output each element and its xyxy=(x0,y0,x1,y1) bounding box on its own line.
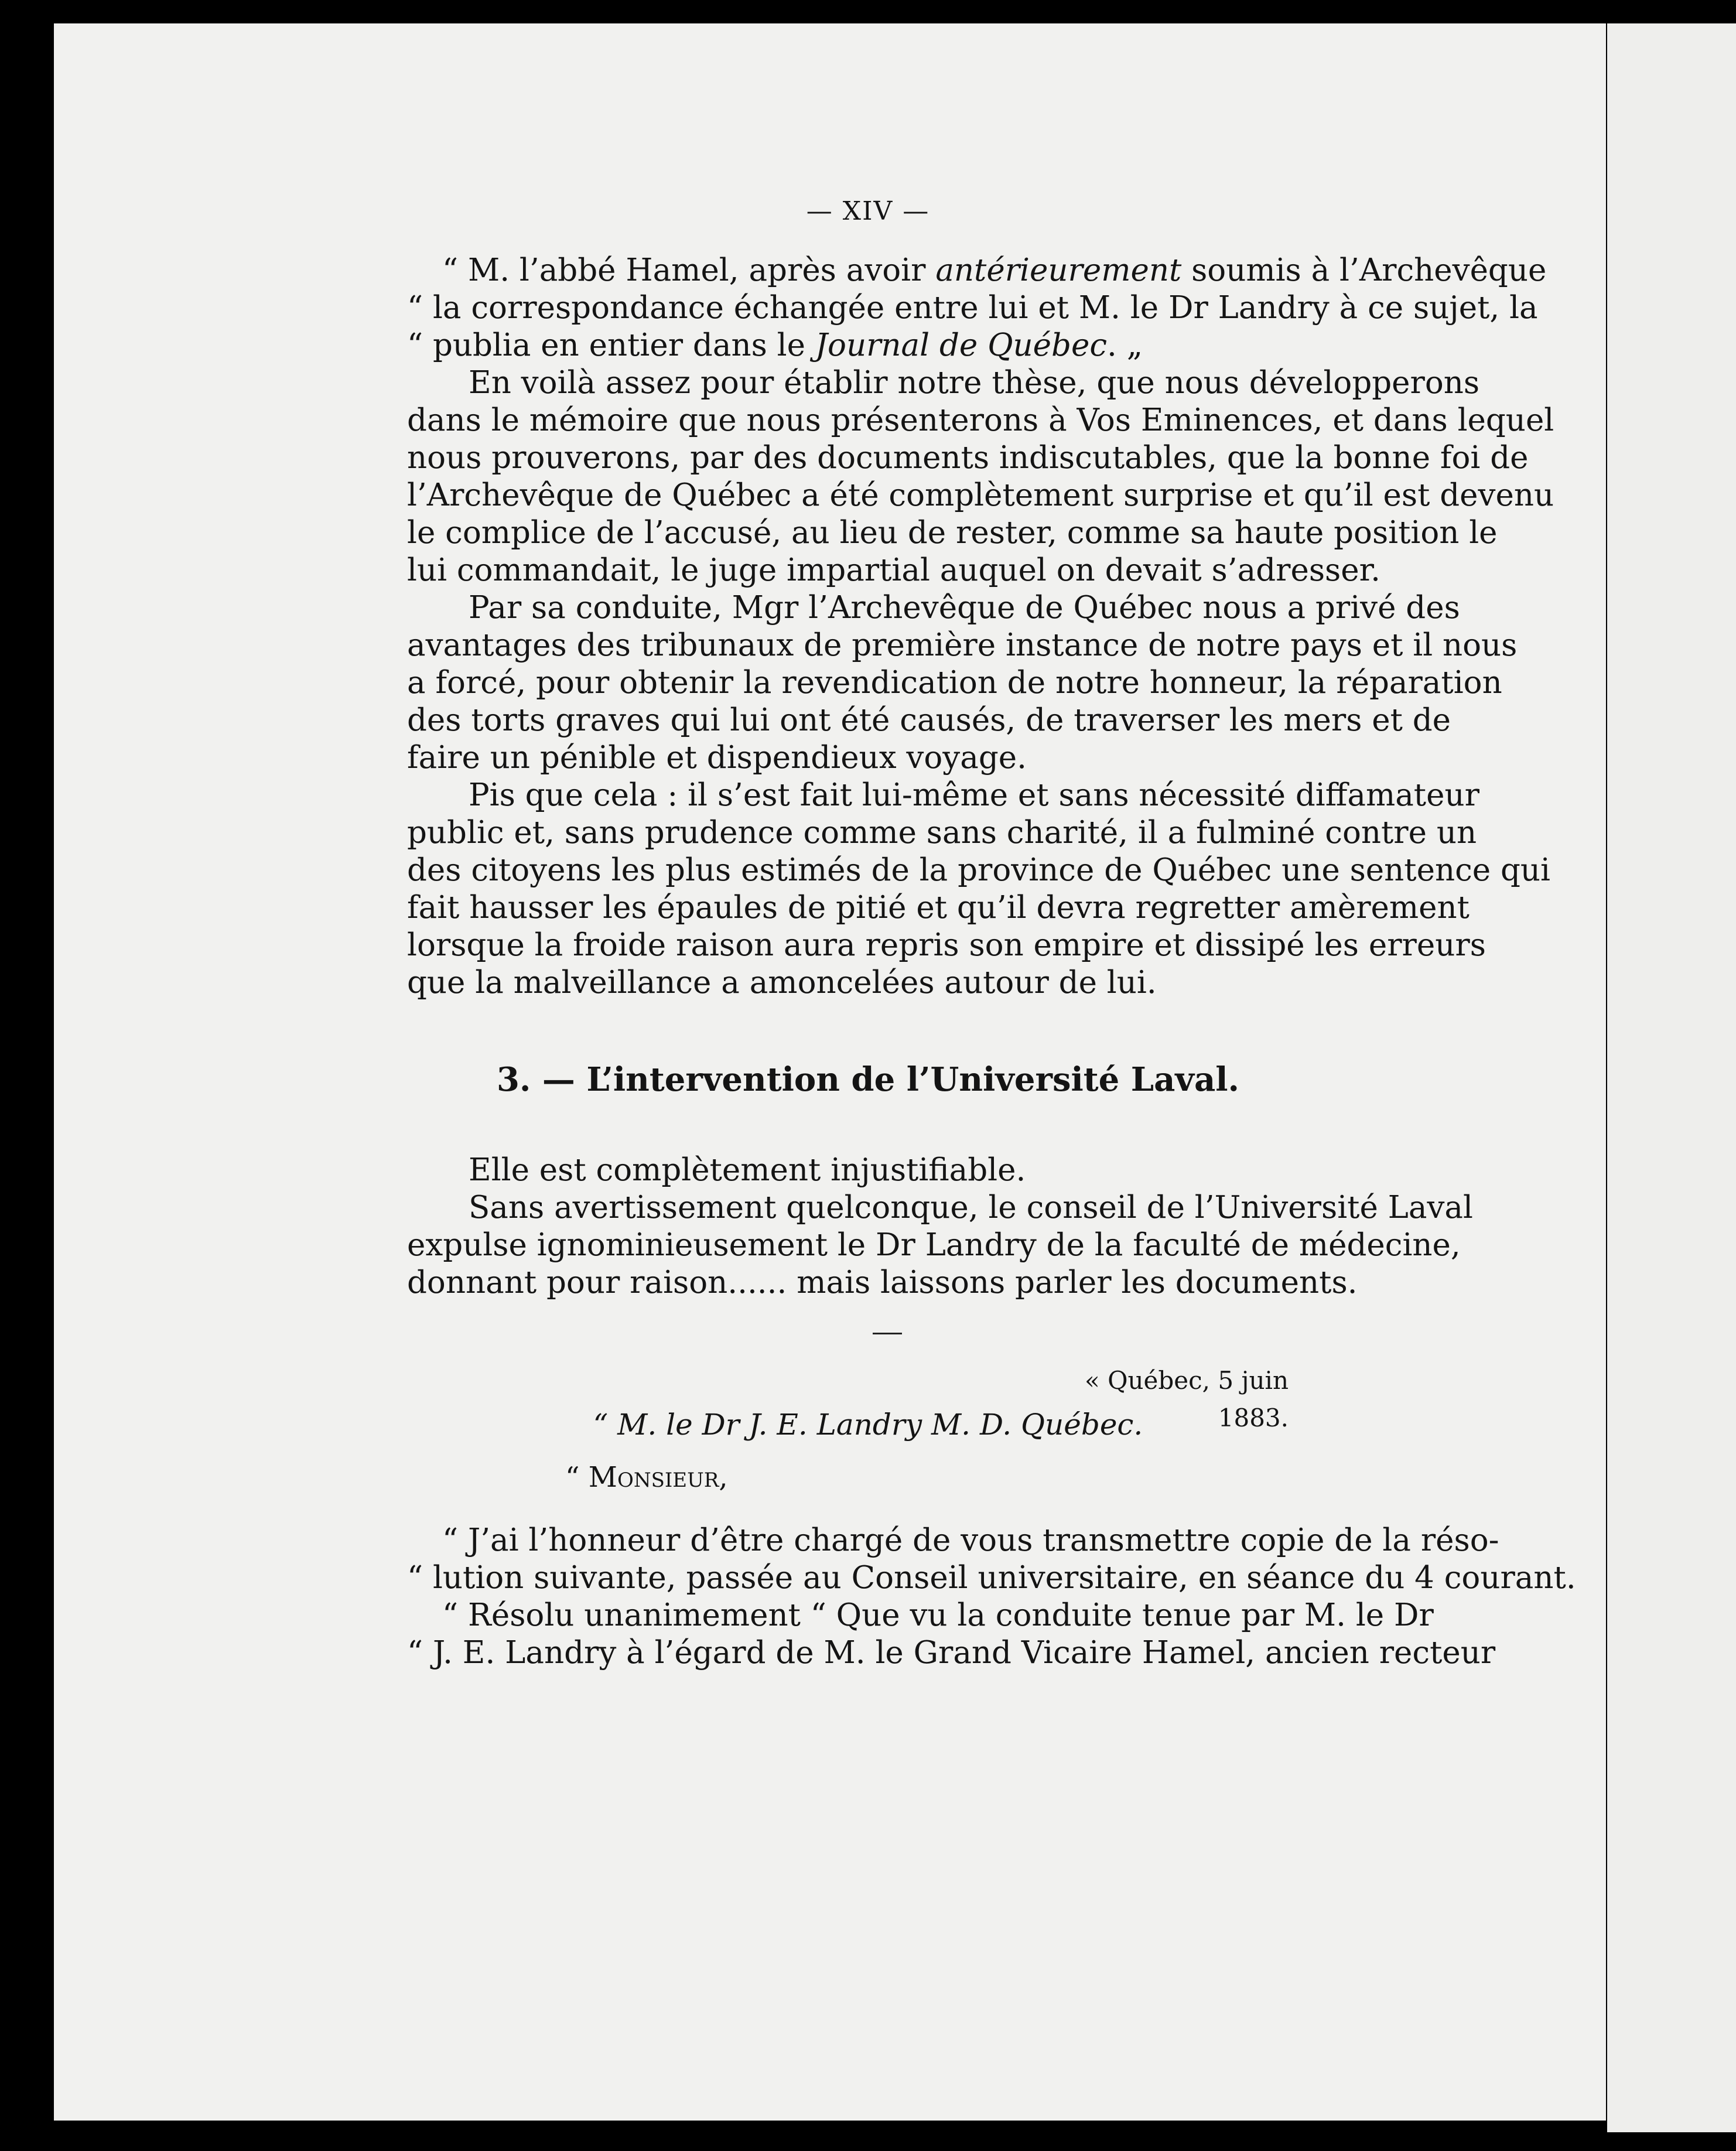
text-line: lui commandait, le juge impartial auquel on devait s’adresser. xyxy=(407,552,1380,588)
paragraph-injustifiable xyxy=(407,1152,1371,1189)
text-line: “ Résolu unanimement “ Que vu la conduite tenue par M. le Dr xyxy=(442,1597,1434,1633)
text-line: expulse ignominieusement le Dr Landry de la faculté de médecine, xyxy=(407,1227,1461,1263)
page-number: — XIV — xyxy=(806,196,930,226)
text-line: “ la correspondance échangée entre lui et M. le Dr Landry à ce sujet, la xyxy=(407,290,1538,326)
separator-dash xyxy=(873,1333,902,1334)
text-line: “ J’ai l’honneur d’être chargé de vous transmettre copie de la réso- xyxy=(442,1522,1499,1558)
letter-addressee: “ M. le Dr J. E. Landry M. D. Québec. xyxy=(593,1408,1143,1442)
text-line: lorsque la froide raison aura repris son empire et dissipé les erreurs xyxy=(407,927,1486,963)
letter-greeting: “ Monsieur, xyxy=(565,1461,728,1494)
text-line: “ lution suivante, passée au Conseil universitaire, en séance du 4 courant. xyxy=(407,1560,1576,1596)
letter-dateline: « Québec, 5 juin 1883. xyxy=(1085,1366,1289,1432)
text-line: Sans avertissement quelconque, le conseil de l’Université Laval xyxy=(469,1190,1473,1225)
text-line: faire un pénible et dispendieux voyage. xyxy=(407,740,1027,776)
newspaper-title: Journal de Québec xyxy=(815,327,1108,363)
text-line: “ publia en entier dans le Journal de Québec. „ xyxy=(407,327,1143,363)
letter-body xyxy=(407,1522,1576,1672)
text-line: que la malveillance a amoncelées autour de lui. xyxy=(407,965,1157,1001)
text-line: “ M. l’abbé Hamel, après avoir antérieurement soumis à l’Archevêque xyxy=(442,252,1547,288)
text-line: le complice de l’accusé, au lieu de rester, comme sa haute position le xyxy=(407,515,1498,551)
text-line: Pis que cela : il s’est fait lui-même et sans nécessité diffamateur xyxy=(469,777,1479,813)
text-line: Elle est complètement injustifiable. xyxy=(469,1152,1026,1188)
emphasis: antérieurement xyxy=(935,252,1182,288)
text-line: avantages des tribunaux de première instance de notre pays et il nous xyxy=(407,627,1518,663)
text-line: public et, sans prudence comme sans charité, il a fulminé contre un xyxy=(407,815,1477,851)
section-heading: 3. — L’intervention de l’Université Laval. xyxy=(496,1060,1240,1099)
paragraph-these xyxy=(407,364,1554,589)
text-line: des citoyens les plus estimés de la province de Québec une sentence qui xyxy=(407,852,1550,888)
text-line: des torts graves qui lui ont été causés, de traverser les mers et de xyxy=(407,702,1451,738)
text-line: nous prouverons, par des documents indiscutables, que la bonne foi de xyxy=(407,440,1529,476)
quoted-paragraph xyxy=(407,252,1547,364)
text-line: “ J. E. Landry à l’égard de M. le Grand Vicaire Hamel, ancien recteur xyxy=(407,1635,1496,1671)
paragraph-pis-que-cela xyxy=(407,777,1550,1002)
text-line: dans le mémoire que nous présenterons à Vos Eminences, et dans lequel xyxy=(407,402,1554,438)
text-line: En voilà assez pour établir notre thèse, que nous développerons xyxy=(469,365,1480,401)
text-line: fait hausser les épaules de pitié et qu’il devra regretter amèrement xyxy=(407,890,1470,926)
text-line: donnant pour raison...... mais laissons parler les documents. xyxy=(407,1265,1358,1300)
paragraph-conduite xyxy=(407,589,1518,777)
text-line: Par sa conduite, Mgr l’Archevêque de Québec nous a privé des xyxy=(469,590,1460,626)
paragraph-expulsion xyxy=(407,1189,1473,1302)
text-line: a forcé, pour obtenir la revendication de notre honneur, la réparation xyxy=(407,665,1502,701)
text-line: l’Archevêque de Québec a été complètement surprise et qu’il est devenu xyxy=(407,477,1554,513)
